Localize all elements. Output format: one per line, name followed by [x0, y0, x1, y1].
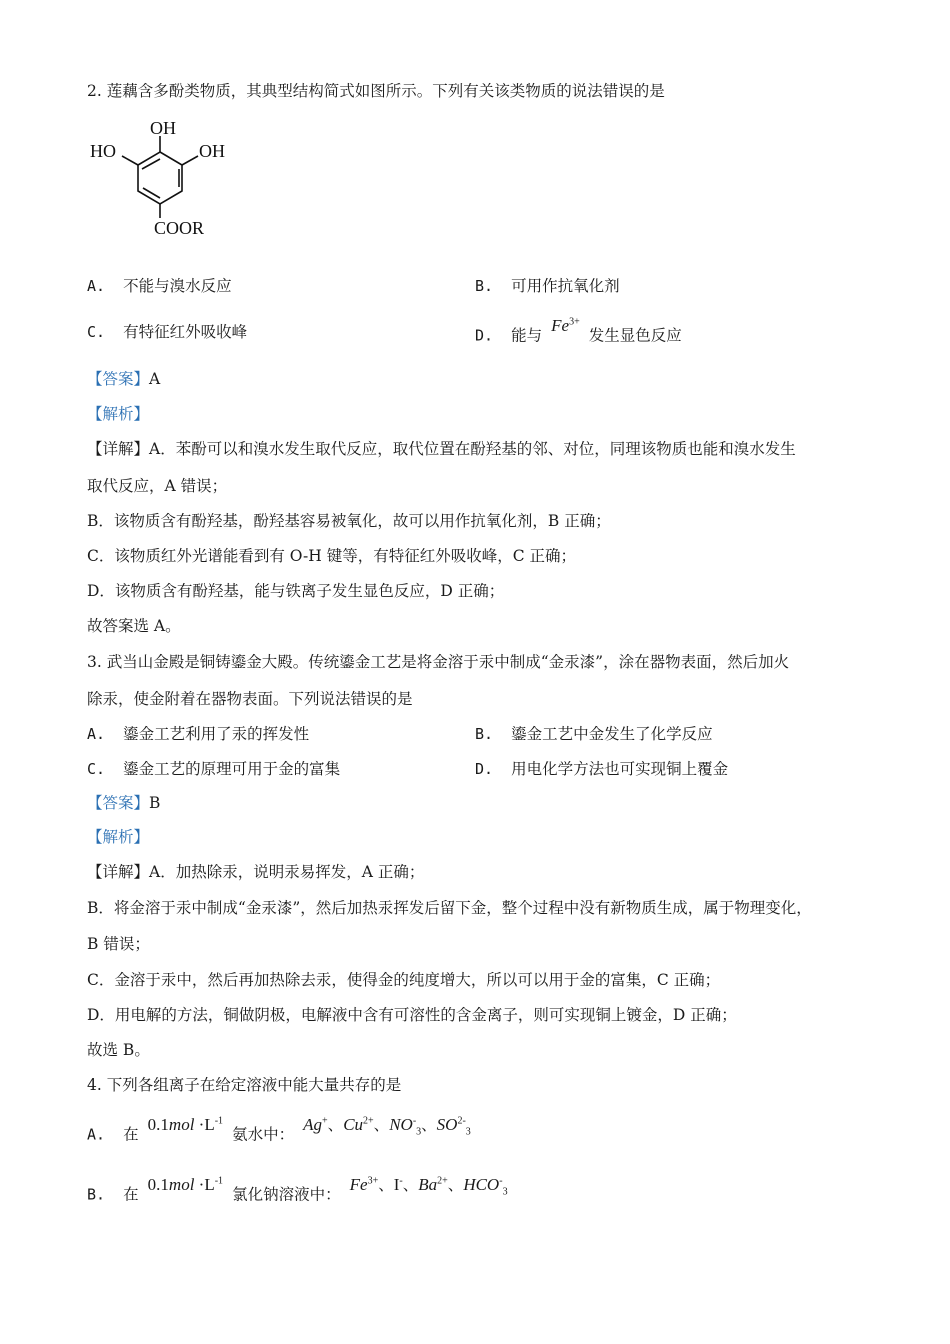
answer-tag: 【答案】	[87, 370, 150, 388]
ion-symbol: Fe	[551, 315, 570, 335]
q2-stem: 2. 莲藕含多酚类物质，其典型结构简式如图所示。下列有关该类物质的说法错误的是	[87, 82, 665, 100]
q2-option-c[interactable]	[87, 321, 247, 343]
q3-answer	[87, 792, 160, 814]
conc-unit: mol	[168, 1174, 195, 1194]
ion-list	[349, 1174, 508, 1198]
q4-option-b[interactable]	[87, 1174, 508, 1213]
conc-exp: -1	[214, 1115, 224, 1126]
option-text: 不能与溴水反应	[123, 277, 232, 295]
ion-charge: 3+	[367, 1175, 379, 1186]
separator: 、	[402, 1175, 419, 1194]
q3-detail-2b: B 错误；	[87, 935, 150, 953]
polyphenol-structure	[88, 118, 248, 246]
q3-detail-2: B．将金溶于汞中制成“金汞漆”，然后加热汞挥发后留下金，整个过程中没有新物质生成，属于物理变化，	[87, 899, 812, 917]
conc-unit-l: ·L	[198, 1114, 215, 1134]
ion-so3: SO	[436, 1114, 458, 1134]
option-text-pre: 在	[123, 1185, 139, 1204]
q3-option-a[interactable]	[87, 723, 309, 745]
q3-detail-3: C．金溶于汞中，然后再加热除去汞，使得金的纯度增大，所以可以用于金的富集，C 正确；	[87, 971, 721, 989]
ion-ag: Ag	[303, 1114, 323, 1134]
option-text: 鎏金工艺中金发生了化学反应	[511, 725, 713, 743]
q3-detail-1	[87, 861, 424, 883]
q3-stem-2: 除汞，使金附着在器物表面。下列说法错误的是	[87, 690, 413, 708]
oh-top-label: OH	[150, 118, 176, 138]
q3-option-c[interactable]	[87, 758, 340, 780]
ion-ba: Ba	[418, 1174, 438, 1194]
q2-detail-3: C．该物质红外光谱能看到有 O-H 键等，有特征红外吸收峰，C 正确；	[87, 547, 577, 565]
q2-answer	[87, 368, 160, 390]
coor-label: COOR	[154, 218, 205, 238]
conc-exp: -1	[214, 1175, 224, 1186]
q3-conclusion: 故选 B。	[87, 1041, 150, 1059]
option-text: 用电化学方法也可实现铜上覆金	[511, 760, 729, 778]
ion-charge: +	[322, 1115, 328, 1126]
benzene-ring	[122, 136, 198, 218]
option-letter: D.	[475, 760, 494, 778]
q2-detail-2: B．该物质含有酚羟基，酚羟基容易被氧化，故可以用作抗氧化剂，B 正确；	[87, 512, 611, 530]
q2-detail-1b: 取代反应，A 错误；	[87, 477, 228, 495]
ion-charge: 2+	[437, 1175, 448, 1186]
q2-option-d[interactable]	[475, 315, 682, 347]
q2-analysis-tag	[87, 403, 149, 425]
option-letter: B.	[475, 725, 494, 743]
solution-name: 氯化钠溶液中：	[232, 1185, 341, 1204]
answer-tag: 【答案】	[87, 794, 150, 812]
option-text-post: 发生显色反应	[588, 326, 682, 345]
option-letter: C.	[87, 760, 106, 778]
separator: 、	[327, 1115, 344, 1134]
option-letter: B.	[475, 277, 494, 295]
separator: 、	[421, 1115, 437, 1134]
fe3-ion	[551, 316, 580, 335]
oh-right-label: OH	[199, 141, 225, 161]
q2-detail-4: D．该物质含有酚羟基，能与铁离子发生显色反应，D 正确；	[87, 582, 505, 600]
ion-cu: Cu	[343, 1114, 364, 1134]
option-letter: A.	[87, 277, 106, 295]
ion-charge: 3+	[569, 316, 580, 327]
ion-list	[303, 1114, 471, 1138]
detail-tag: 【详解】	[87, 863, 150, 881]
q3-option-b[interactable]	[475, 723, 713, 745]
ion-subscript: 3	[465, 1126, 471, 1138]
option-text: 鎏金工艺的原理可用于金的富集	[123, 760, 341, 778]
option-text: 可用作抗氧化剂	[511, 277, 620, 295]
separator: 、	[378, 1175, 394, 1194]
ion-fe: Fe	[349, 1174, 368, 1194]
ion-no3: NO	[389, 1114, 413, 1134]
detail-text: A．加热除汞，说明汞易挥发，A 正确；	[149, 863, 425, 881]
option-letter: B.	[87, 1185, 106, 1204]
answer-value: B	[149, 794, 161, 812]
option-letter: D.	[475, 326, 494, 345]
q2-detail-1	[87, 438, 796, 460]
option-text: 有特征红外吸收峰	[123, 323, 248, 341]
ion-charge: -	[399, 1175, 403, 1186]
conc-unit-l: ·L	[198, 1174, 215, 1194]
ion-subscript: 3	[416, 1126, 422, 1138]
detail-tag: 【详解】	[87, 440, 150, 458]
concentration	[148, 1115, 223, 1134]
ion-charge: 2-	[457, 1115, 466, 1126]
option-letter: A.	[87, 1125, 106, 1144]
option-letter: C.	[87, 323, 106, 341]
separator: 、	[447, 1175, 464, 1194]
q3-analysis-tag	[87, 826, 149, 848]
ion-charge: -	[412, 1115, 417, 1126]
q3-stem-1: 3. 武当山金殿是铜铸鎏金大殿。传统鎏金工艺是将金溶于汞中制成“金汞漆”，涂在器物表面，然后加火	[87, 653, 790, 671]
ion-subscript: 3	[502, 1186, 508, 1198]
conc-value: 0.1	[147, 1174, 169, 1194]
q2-conclusion: 故答案选 A。	[87, 617, 181, 635]
option-text-pre: 在	[123, 1125, 139, 1144]
q2-option-b[interactable]	[475, 275, 620, 297]
option-letter: A.	[87, 725, 106, 743]
option-text: 鎏金工艺利用了汞的挥发性	[123, 725, 310, 743]
analysis-tag: 【解析】	[87, 405, 150, 423]
concentration	[148, 1175, 223, 1194]
solution-name: 氨水中：	[232, 1125, 295, 1144]
conc-unit: mol	[168, 1114, 195, 1134]
answer-value: A	[149, 370, 161, 388]
conc-value: 0.1	[147, 1114, 169, 1134]
separator: 、	[373, 1115, 390, 1134]
q2-option-a[interactable]	[87, 275, 232, 297]
ion-i: I	[393, 1174, 400, 1194]
ion-hco3: HCO	[463, 1174, 500, 1194]
ion-charge: -	[499, 1175, 503, 1186]
analysis-tag: 【解析】	[87, 828, 150, 846]
q3-option-d[interactable]	[475, 758, 728, 780]
ion-charge: 2+	[363, 1115, 374, 1126]
q3-detail-4: D．用电解的方法，铜做阴极，电解液中含有可溶性的含金离子，则可实现铜上镀金，D 正确；	[87, 1006, 737, 1024]
detail-text: A．苯酚可以和溴水发生取代反应，取代位置在酚羟基的邻、对位，同理该物质也能和溴水发生	[149, 440, 796, 458]
q4-option-a[interactable]	[87, 1114, 471, 1153]
q4-stem: 4. 下列各组离子在给定溶液中能大量共存的是	[87, 1076, 402, 1094]
ho-left-label: HO	[90, 141, 116, 161]
option-text-pre: 能与	[511, 326, 543, 345]
